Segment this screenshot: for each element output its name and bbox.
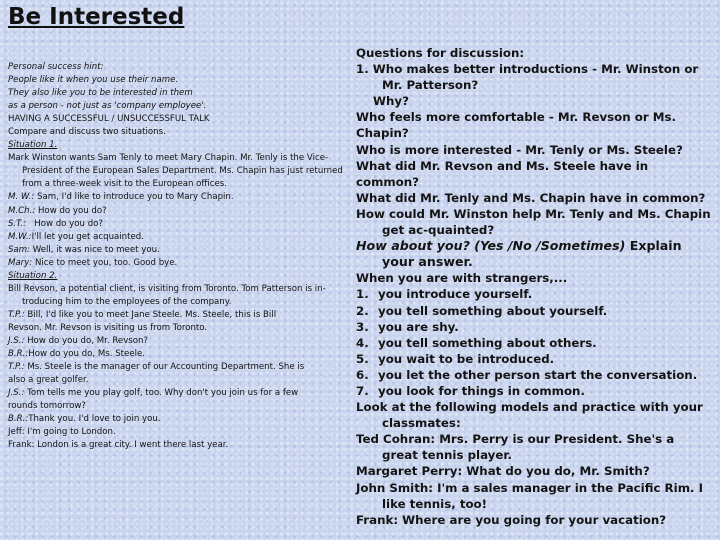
right-column: [356, 45, 714, 528]
hint-line: People like it when you use their name.: [8, 75, 179, 86]
speaker: M.Ch.:: [8, 205, 36, 216]
list-item: [356, 303, 714, 319]
dialogue-line: [8, 413, 343, 426]
hint-line: as a person - not just as 'company employee'.: [8, 101, 207, 112]
question-why: Why?: [373, 94, 409, 109]
dialogue-line: [8, 205, 343, 218]
how-about-you: [356, 238, 714, 270]
dialogue-line: [8, 348, 343, 361]
speaker: Sam:: [8, 244, 30, 255]
list-number: 7.: [356, 383, 369, 398]
question: Who is more interested - Mr. Tenly or Ms. Steele?: [356, 142, 683, 157]
list-item: [356, 319, 714, 335]
dialogue-line: rounds tomorrow?: [8, 401, 86, 412]
question: What did Mr. Tenly and Ms. Chapin have in common?: [356, 190, 706, 205]
speaker: J.S.:: [8, 388, 25, 399]
utterance: Sam, I'd like to introduce you to Mary Chapin.: [37, 192, 234, 203]
how-about-you-rest: Explain your answer.: [382, 238, 682, 270]
talk-heading: HAVING A SUCCESSFUL / UNSUCCESSFUL TALK: [8, 114, 210, 125]
situation-1-intro: Mark Winston wants Sam Tenly to meet Mary Chapin. Mr. Tenly is the Vice-President of the European Sales Department. Ms. Chapin has just returned from a three-week visit to the European offices.: [8, 153, 343, 190]
list-number: 6.: [356, 367, 369, 382]
list-text: you let the other person start the conversation.: [378, 367, 698, 382]
dialogue-line: [8, 231, 343, 244]
list-text: you look for things in common.: [378, 383, 585, 398]
utterance: Tom tells me you play golf, too. Why don't you join us for a few: [27, 388, 299, 399]
models-instruction: Look at the following models and practice with your classmates:: [356, 400, 703, 431]
speaker: Mary:: [8, 257, 33, 268]
utterance: How do you do?: [34, 218, 103, 229]
dialogue-line: [8, 335, 343, 348]
list-text: you are shy.: [378, 319, 459, 334]
how-about-you-italic: How about you? (Yes /No /Sometimes): [356, 238, 626, 254]
utterance: How do you do, Ms. Steele.: [28, 349, 146, 360]
list-number: 1.: [356, 287, 369, 302]
dialogue-line: [8, 244, 343, 257]
list-text: you wait to be introduced.: [378, 351, 555, 366]
utterance: Well, it was nice to meet you.: [32, 244, 160, 255]
dialogue-line: [8, 361, 343, 374]
dialogue-line: [8, 218, 343, 231]
list-item: [356, 286, 714, 302]
list-item: [356, 351, 714, 367]
question: Who feels more comfortable - Mr. Revson or Ms. Chapin?: [356, 110, 677, 141]
dialogue-line: also a great golfer.: [8, 375, 89, 386]
questions-heading: Questions for discussion:: [356, 46, 525, 60]
utterance: How do you do, Mr. Revson?: [27, 335, 149, 346]
list-item: [356, 383, 714, 399]
dialogue-line: [8, 257, 343, 270]
list-number: 3.: [356, 319, 369, 334]
utterance: Ms. Steele is the manager of our Accounting Department. She is: [27, 362, 305, 373]
list-text: you introduce yourself.: [378, 287, 533, 302]
question: 1. Who makes better introductions - Mr. Winston or Mr. Patterson?: [356, 62, 699, 93]
dialogue-line: [8, 191, 343, 204]
strangers-intro: When you are with strangers,...: [356, 271, 568, 286]
list-text: you tell something about yourself.: [378, 303, 608, 318]
utterance: I'll let you get acquainted.: [31, 231, 144, 242]
left-column: [8, 61, 343, 452]
situation-1-title: Situation 1.: [8, 140, 58, 151]
utterance: Thank you. I'd love to join you.: [28, 414, 161, 425]
situation-2-intro: Bill Revson, a potential client, is visiting from Toronto. Tom Patterson is in-troducing him to the employees of the company.: [8, 283, 326, 307]
list-number: 2.: [356, 303, 369, 318]
situation-2-title: Situation 2.: [8, 270, 58, 281]
list-item: [356, 335, 714, 351]
list-item: [356, 367, 714, 383]
page-title: Be Interested: [8, 4, 185, 30]
dialogue-line: Revson. Mr. Revson is visiting us from Toronto.: [8, 322, 208, 333]
speaker: B.R.:: [8, 349, 29, 360]
list-text: you tell something about others.: [378, 335, 597, 350]
utterance: How do you do?: [37, 205, 107, 216]
speaker: M.W.:: [8, 231, 32, 242]
hint-label: Personal success hint:: [8, 62, 104, 72]
dialogue-line: Frank: London is a great city. I went there last year.: [8, 440, 229, 451]
speaker: B.R.:: [8, 414, 29, 425]
question: What did Mr. Revson and Ms. Steele have in common?: [356, 158, 649, 189]
speaker: T.P.:: [8, 309, 25, 320]
model-line: Margaret Perry: What do you do, Mr. Smith?: [356, 464, 650, 479]
model-line: Ted Cohran: Mrs. Perry is our President. She's a great tennis player.: [356, 432, 675, 463]
speaker: M. W.:: [8, 192, 35, 203]
model-line: Frank: Where are you going for your vacation?: [356, 512, 667, 527]
dialogue-line: [8, 309, 343, 322]
question: How could Mr. Winston help Mr. Tenly and Ms. Chapin get ac-quainted?: [356, 206, 711, 238]
speaker: S.T.:: [8, 218, 27, 229]
dialogue-line: [8, 387, 343, 400]
speaker: J.S.:: [8, 335, 25, 346]
speaker: T.P.:: [8, 362, 25, 373]
hint-line: They also like you to be interested in them: [8, 88, 193, 99]
talk-subheading: Compare and discuss two situations.: [8, 127, 166, 138]
list-number: 4.: [356, 335, 369, 350]
dialogue-line: Jeff: I'm going to London.: [8, 427, 116, 438]
model-line: John Smith: I'm a sales manager in the Pacific Rim. I like tennis, too!: [356, 480, 703, 511]
utterance: Nice to meet you, too. Good bye.: [34, 257, 178, 268]
list-number: 5.: [356, 351, 369, 366]
utterance: Bill, I'd like you to meet Jane Steele. Ms. Steele, this is Bill: [27, 309, 277, 320]
